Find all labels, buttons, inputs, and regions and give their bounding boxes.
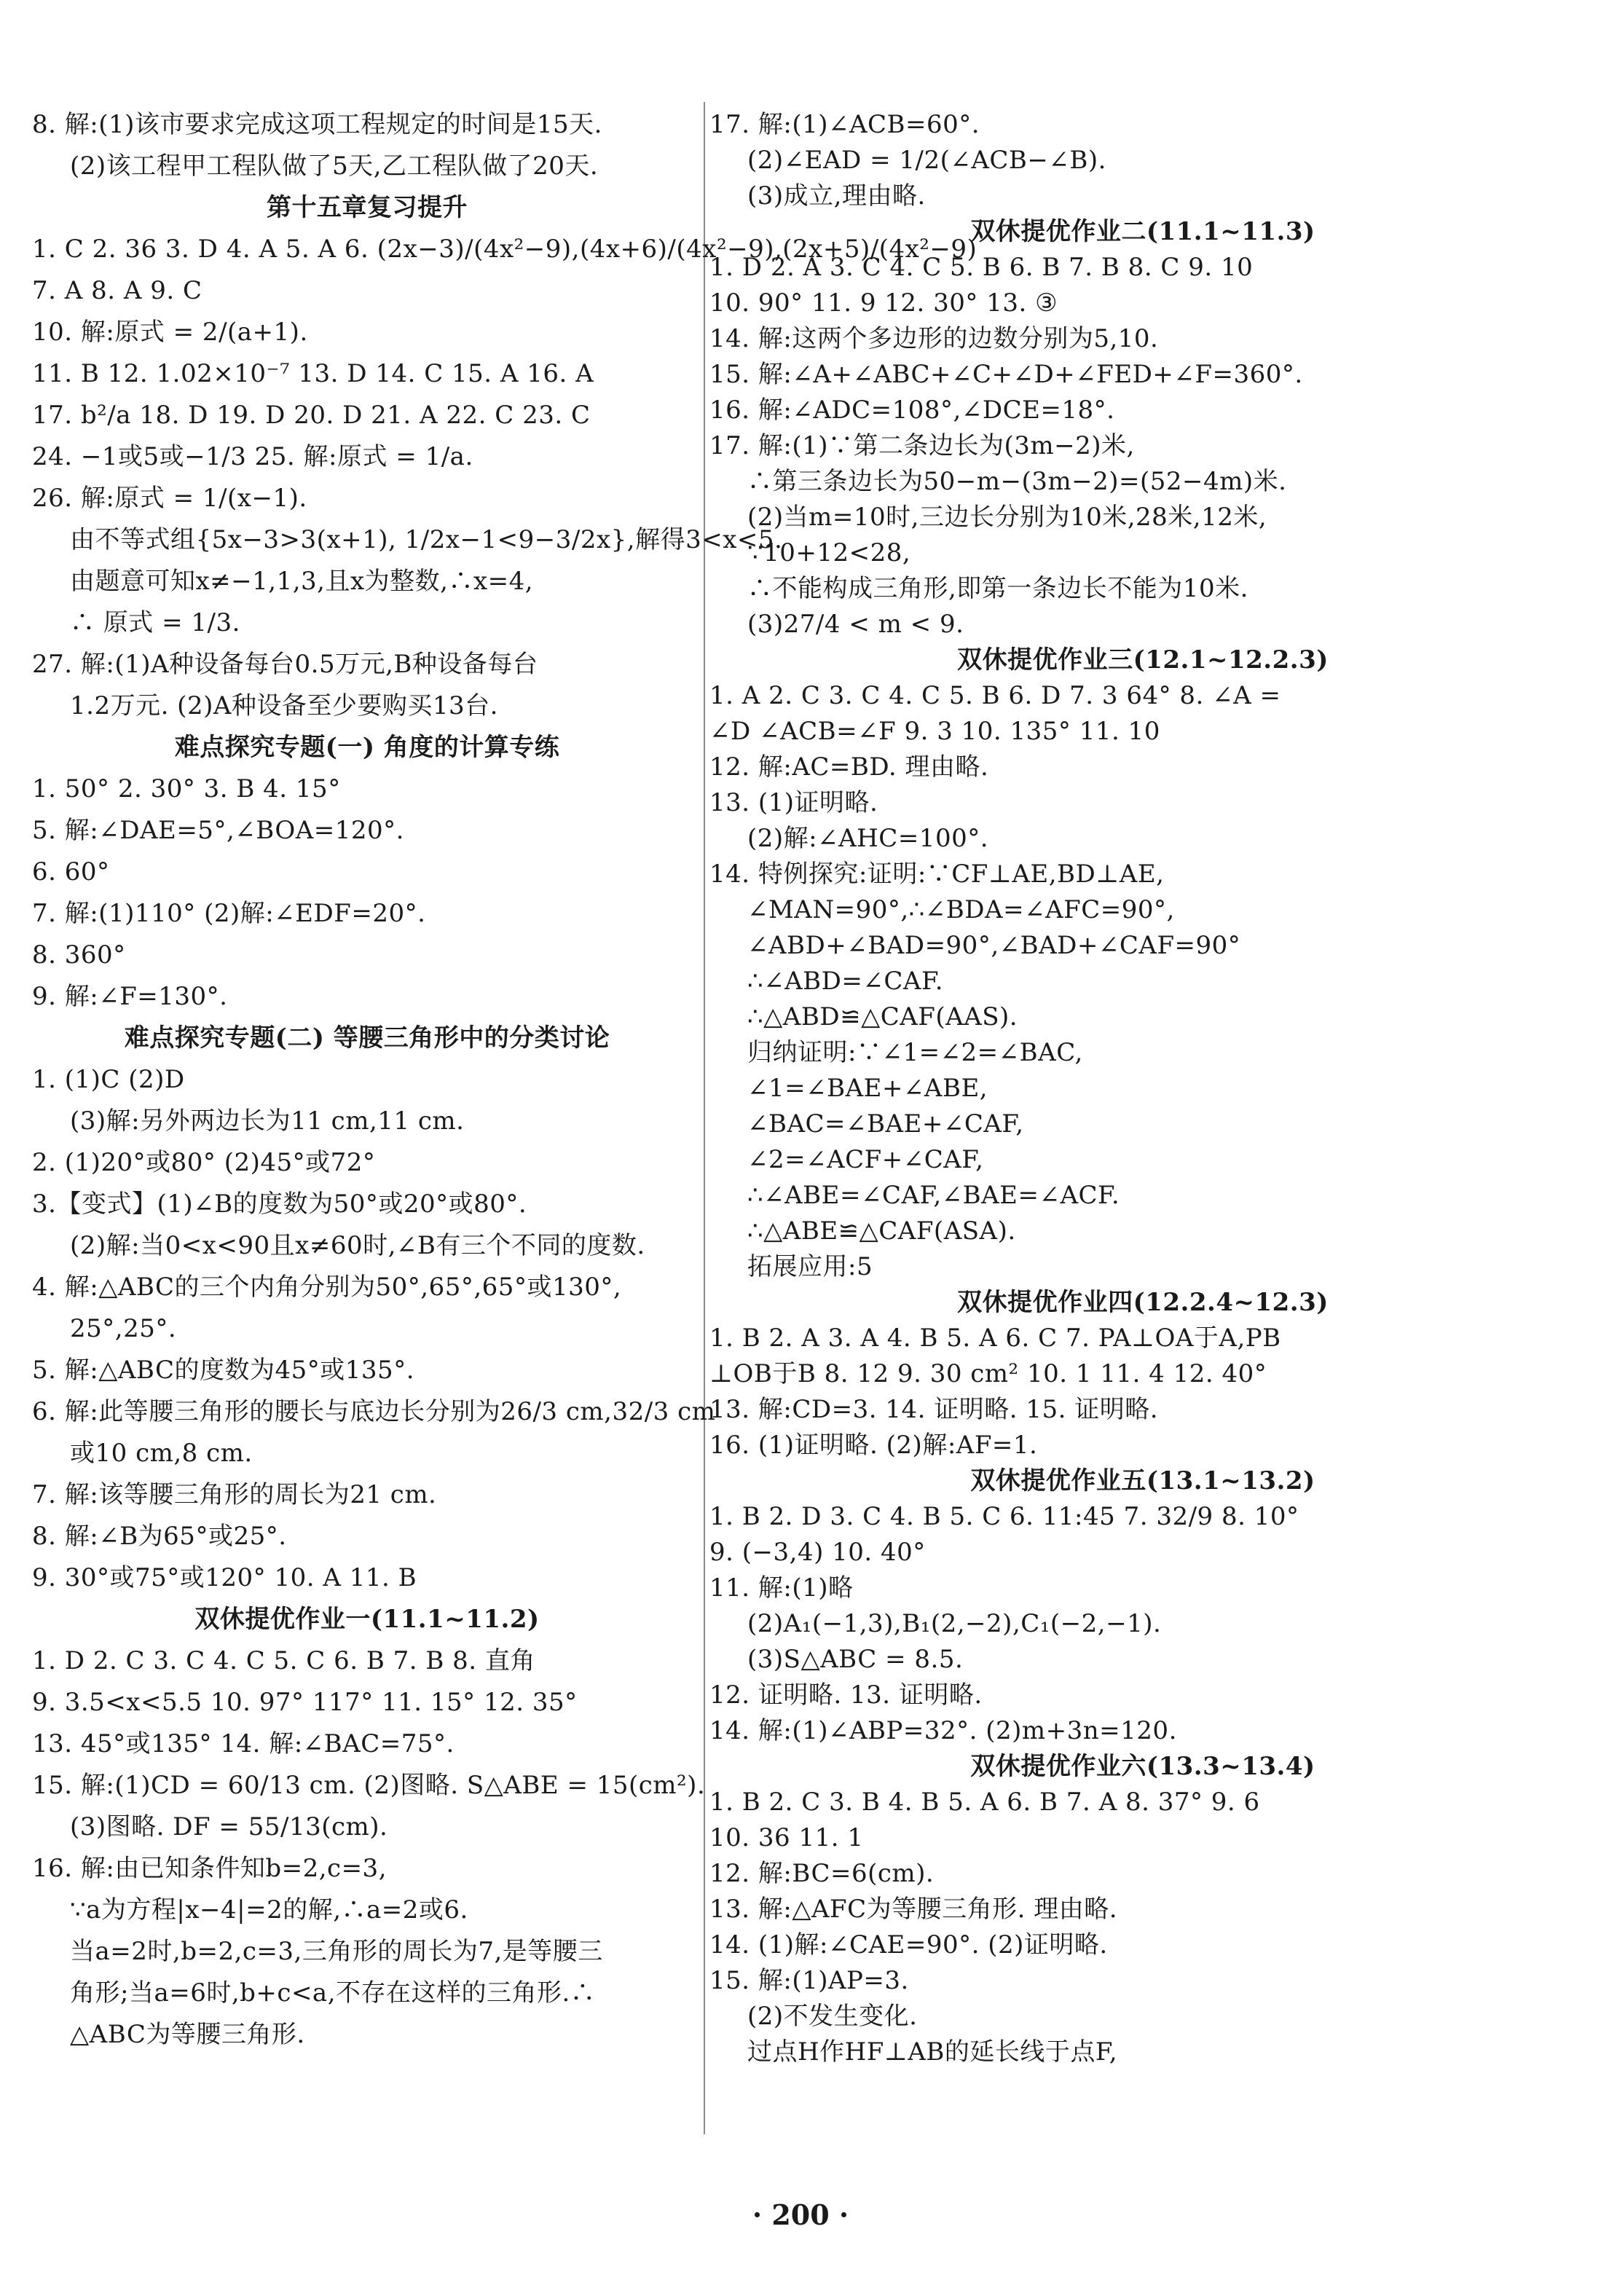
answer-line: 16. 解:∠ADC=108°,∠DCE=18°. bbox=[709, 396, 1115, 425]
answer-line: 10. 36 11. 1 bbox=[709, 1823, 864, 1852]
answer-line: 12. 解:BC=6(cm). bbox=[709, 1859, 935, 1888]
answer-line: 16. 解:由已知条件知b=2,c=3, bbox=[32, 1854, 387, 1883]
answer-line: 13. 解:CD=3. 14. 证明略. 15. 证明略. bbox=[709, 1395, 1159, 1424]
section-heading: 双休提优作业五(13.1~13.2) bbox=[970, 1466, 1315, 1495]
answer-line: 或10 cm,8 cm. bbox=[70, 1439, 253, 1468]
section-heading: 难点探究专题(一) 角度的计算专练 bbox=[174, 733, 560, 762]
answer-line: 9. (−3,4) 10. 40° bbox=[709, 1538, 926, 1567]
answer-line: 14. (1)解:∠CAE=90°. (2)证明略. bbox=[709, 1930, 1108, 1959]
section-heading: 双休提优作业四(12.2.4~12.3) bbox=[957, 1288, 1329, 1317]
answer-line: 11. 解:(1)略 bbox=[709, 1573, 854, 1603]
answer-line: 7. A 8. A 9. C bbox=[32, 276, 202, 305]
answer-line: 8. 360° bbox=[32, 940, 126, 970]
answer-line: (3)27/4 < m < 9. bbox=[747, 610, 964, 639]
answer-line: 2. (1)20°或80° (2)45°或72° bbox=[32, 1148, 376, 1177]
answer-line: 10. 90° 11. 9 12. 30° 13. ③ bbox=[709, 288, 1058, 318]
answer-line: 11. B 12. 1.02×10⁻⁷ 13. D 14. C 15. A 16. A bbox=[32, 359, 594, 388]
answer-line: 9. 3.5<x<5.5 10. 97° 117° 11. 15° 12. 35° bbox=[32, 1688, 578, 1717]
answer-line: ∴∠ABD=∠CAF. bbox=[747, 967, 944, 996]
answer-line: 1. C 2. 36 3. D 4. A 5. A 6. (2x−3)/(4x²−9),(4x+6)/(4x²−9),(2x+5)/(4x²−9) bbox=[32, 235, 977, 264]
answer-line: (2)解:当0<x<90且x≠60时,∠B有三个不同的度数. bbox=[70, 1231, 645, 1260]
answer-line: (3)成立,理由略. bbox=[747, 181, 926, 211]
answer-line: 12. 证明略. 13. 证明略. bbox=[709, 1680, 983, 1710]
answer-line: 15. 解:∠A+∠ABC+∠C+∠D+∠FED+∠F=360°. bbox=[709, 360, 1303, 389]
answer-line: (2)解:∠AHC=100°. bbox=[747, 824, 989, 853]
answer-line: (3)图略. DF = 55/13(cm). bbox=[70, 1812, 388, 1841]
answer-line: ∠2=∠ACF+∠CAF, bbox=[747, 1145, 984, 1174]
section-heading: 双休提优作业一(11.1~11.2) bbox=[194, 1605, 540, 1634]
answer-line: ∵a为方程|x−4|=2的解,∴a=2或6. bbox=[70, 1895, 468, 1925]
answer-line: ∴△ABE≌△CAF(ASA). bbox=[747, 1216, 1016, 1246]
answer-line: 5. 解:△ABC的度数为45°或135°. bbox=[32, 1356, 415, 1385]
answer-line: 8. 解:(1)该市要求完成这项工程规定的时间是15天. bbox=[32, 110, 602, 139]
answer-line: ∴不能构成三角形,即第一条边长不能为10米. bbox=[747, 574, 1248, 603]
answer-line: 15. 解:(1)CD = 60/13 cm. (2)图略. S△ABE = 15(cm²). bbox=[32, 1771, 706, 1800]
answer-line: 26. 解:原式 = 1/(x−1). bbox=[32, 484, 307, 513]
answer-line: ∴∠ABE=∠CAF,∠BAE=∠ACF. bbox=[747, 1181, 1120, 1210]
section-heading: 双休提优作业二(11.1~11.3) bbox=[970, 217, 1315, 246]
answer-line: ∠ABD+∠BAD=90°,∠BAD+∠CAF=90° bbox=[747, 931, 1241, 960]
answer-line: △ABC为等腰三角形. bbox=[70, 2020, 305, 2049]
answer-line: 1. B 2. C 3. B 4. B 5. A 6. B 7. A 8. 37° 9. 6 bbox=[709, 1788, 1260, 1817]
answer-line: ∠1=∠BAE+∠ABE, bbox=[747, 1074, 988, 1103]
answer-line: (3)解:另外两边长为11 cm,11 cm. bbox=[70, 1106, 465, 1136]
answer-line: (2)∠EAD = 1/2(∠ACB−∠B). bbox=[747, 146, 1106, 175]
answer-line: 1. D 2. C 3. C 4. C 5. C 6. B 7. B 8. 直角 bbox=[32, 1646, 535, 1675]
answer-line: 16. (1)证明略. (2)解:AF=1. bbox=[709, 1431, 1038, 1460]
answer-line: (2)当m=10时,三边长分别为10米,28米,12米, bbox=[747, 503, 1267, 532]
column-divider bbox=[704, 102, 705, 2134]
page-number: · 200 · bbox=[752, 2198, 849, 2231]
answer-line: 由不等式组{5x−3>3(x+1), 1/2x−1<9−3/2x},解得3<x<5. bbox=[70, 525, 783, 554]
answer-line: (2)A₁(−1,3),B₁(2,−2),C₁(−2,−1). bbox=[747, 1609, 1162, 1638]
answer-line: 当a=2时,b=2,c=3,三角形的周长为7,是等腰三 bbox=[70, 1937, 603, 1966]
answer-line: 13. 解:△AFC为等腰三角形. 理由略. bbox=[709, 1895, 1118, 1924]
answer-line: 1. A 2. C 3. C 4. C 5. B 6. D 7. 3 64° 8. ∠A = bbox=[709, 681, 1281, 710]
answer-line: 9. 30°或75°或120° 10. A 11. B bbox=[32, 1563, 417, 1592]
answer-line: 25°,25°. bbox=[70, 1314, 177, 1343]
answer-line: ⊥OB于B 8. 12 9. 30 cm² 10. 1 11. 4 12. 40° bbox=[709, 1359, 1267, 1388]
answer-line: 4. 解:△ABC的三个内角分别为50°,65°,65°或130°, bbox=[32, 1273, 622, 1302]
answer-line: 10. 解:原式 = 2/(a+1). bbox=[32, 318, 308, 347]
answer-line: 6. 60° bbox=[32, 857, 110, 886]
answer-line: 1. (1)C (2)D bbox=[32, 1065, 185, 1094]
answer-line: 5. 解:∠DAE=5°,∠BOA=120°. bbox=[32, 816, 404, 845]
section-heading: 双休提优作业六(13.3~13.4) bbox=[970, 1752, 1315, 1781]
answer-line: 17. b²/a 18. D 19. D 20. D 21. A 22. C 23. C bbox=[32, 401, 591, 430]
section-heading: 第十五章复习提升 bbox=[267, 193, 468, 222]
answer-line: 15. 解:(1)AP=3. bbox=[709, 1966, 909, 1995]
answer-line: 9. 解:∠F=130°. bbox=[32, 982, 228, 1011]
answer-line: 8. 解:∠B为65°或25°. bbox=[32, 1522, 287, 1551]
answer-line: 1. D 2. A 3. C 4. C 5. B 6. B 7. B 8. C 9. 10 bbox=[709, 253, 1254, 282]
answer-line: (2)该工程甲工程队做了5天,乙工程队做了20天. bbox=[70, 152, 599, 181]
answer-line: ∠D ∠ACB=∠F 9. 3 10. 135° 11. 10 bbox=[709, 717, 1160, 746]
answer-line: 1. B 2. D 3. C 4. B 5. C 6. 11:45 7. 32/9 8. 10° bbox=[709, 1502, 1299, 1531]
section-heading: 双休提优作业三(12.1~12.2.3) bbox=[957, 645, 1329, 675]
answer-line: ∠MAN=90°,∴∠BDA=∠AFC=90°, bbox=[747, 895, 1175, 924]
answer-line: 角形;当a=6时,b+c<a,不存在这样的三角形.∴ bbox=[70, 1978, 596, 2008]
answer-line: 13. 45°或135° 14. 解:∠BAC=75°. bbox=[32, 1729, 455, 1758]
answer-line: ∠BAC=∠BAE+∠CAF, bbox=[747, 1109, 1024, 1139]
answer-line: 12. 解:AC=BD. 理由略. bbox=[709, 752, 989, 782]
answer-line: 由题意可知x≠−1,1,3,且x为整数,∴x=4, bbox=[70, 567, 534, 596]
answer-line: 3.【变式】(1)∠B的度数为50°或20°或80°. bbox=[32, 1190, 527, 1219]
answer-line: 24. −1或5或−1/3 25. 解:原式 = 1/a. bbox=[32, 442, 473, 471]
answer-line: ∴ 原式 = 1/3. bbox=[70, 608, 240, 637]
answer-line: (3)S△ABC = 8.5. bbox=[747, 1645, 964, 1674]
answer-line: 1.2万元. (2)A种设备至少要购买13台. bbox=[70, 691, 498, 720]
answer-line: 归纳证明:∵∠1=∠2=∠BAC, bbox=[747, 1038, 1083, 1067]
answer-line: 7. 解:(1)110° (2)解:∠EDF=20°. bbox=[32, 899, 426, 928]
answer-line: 拓展应用:5 bbox=[747, 1252, 873, 1281]
answer-line: 17. 解:(1)∵第二条边长为(3m−2)米, bbox=[709, 431, 1135, 460]
answer-line: 1. 50° 2. 30° 3. B 4. 15° bbox=[32, 774, 341, 803]
answer-line: ∴第三条边长为50−m−(3m−2)=(52−4m)米. bbox=[747, 467, 1287, 496]
section-heading: 难点探究专题(二) 等腰三角形中的分类讨论 bbox=[124, 1023, 610, 1053]
answer-line: (2)不发生变化. bbox=[747, 2002, 918, 2031]
answer-line: 14. 特例探究:证明:∵CF⊥AE,BD⊥AE, bbox=[709, 860, 1165, 889]
answer-line: ∴△ABD≌△CAF(AAS). bbox=[747, 1002, 1018, 1031]
answer-line: 14. 解:(1)∠ABP=32°. (2)m+3n=120. bbox=[709, 1716, 1177, 1745]
answer-line: 7. 解:该等腰三角形的周长为21 cm. bbox=[32, 1480, 437, 1509]
answer-line: 1. B 2. A 3. A 4. B 5. A 6. C 7. PA⊥OA于A,PB bbox=[709, 1324, 1281, 1353]
answer-line: 过点H作HF⊥AB的延长线于点F, bbox=[747, 2037, 1118, 2067]
answer-line: ∵10+12<28, bbox=[747, 538, 911, 567]
answer-line: 13. (1)证明略. bbox=[709, 788, 878, 817]
answer-line: 14. 解:这两个多边形的边数分别为5,10. bbox=[709, 324, 1159, 353]
answer-line: 6. 解:此等腰三角形的腰长与底边长分别为26/3 cm,32/3 cm bbox=[32, 1397, 716, 1426]
answer-line: 17. 解:(1)∠ACB=60°. bbox=[709, 110, 980, 139]
answer-line: 27. 解:(1)A种设备每台0.5万元,B种设备每台 bbox=[32, 650, 538, 679]
